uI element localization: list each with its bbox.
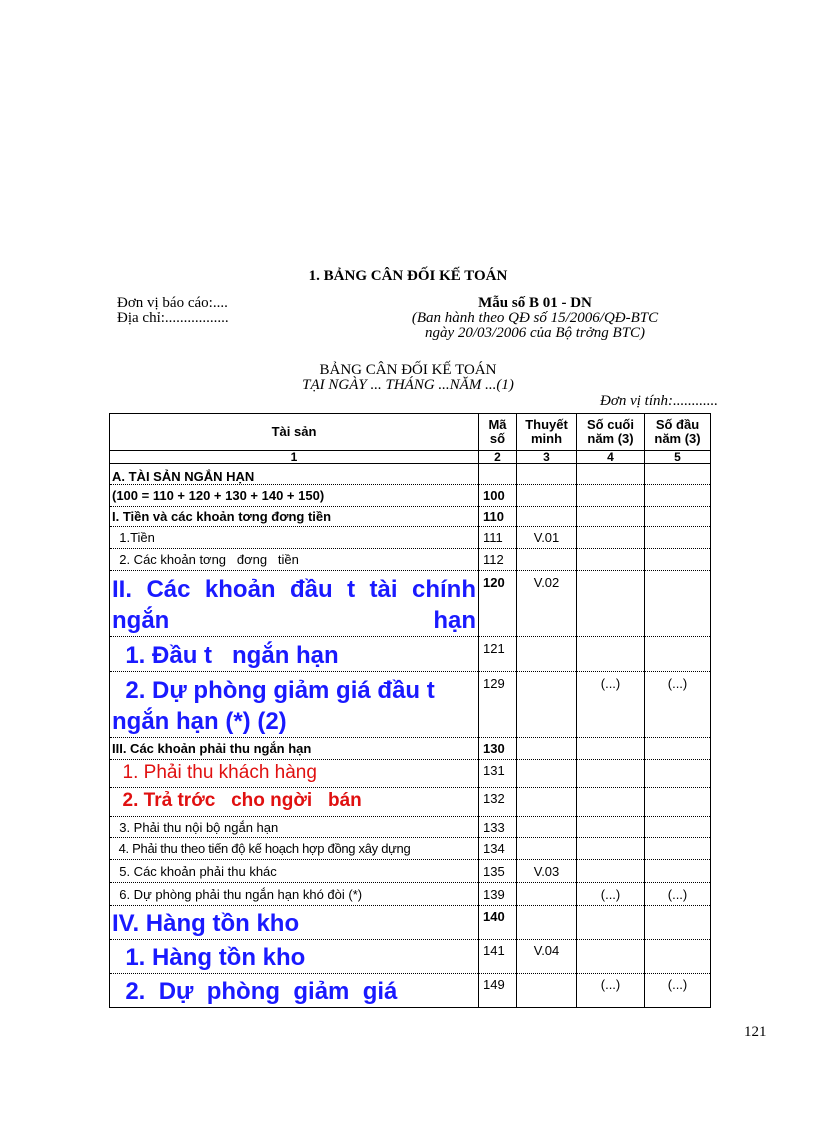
table-row <box>110 906 711 940</box>
reporting-entity-block <box>117 296 229 326</box>
row-start-balance <box>645 549 711 571</box>
table-row <box>110 571 711 637</box>
row-note <box>517 637 577 672</box>
row-start-balance <box>645 940 711 974</box>
row-note <box>517 549 577 571</box>
sheet-heading <box>0 363 816 393</box>
header-code: Mã số <box>479 414 517 451</box>
row-note: V.01 <box>517 527 577 549</box>
table-header-row <box>110 414 711 451</box>
row-code: 110 <box>479 507 517 527</box>
row-code: 141 <box>479 940 517 974</box>
row-end-balance: (...) <box>577 883 645 906</box>
table-row <box>110 883 711 906</box>
row-start-balance <box>645 637 711 672</box>
row-end-balance <box>577 549 645 571</box>
row-note <box>517 760 577 788</box>
table-row <box>110 672 711 738</box>
row-code: 139 <box>479 883 517 906</box>
row-code <box>479 464 517 485</box>
reporting-address: Địa chỉ:................. <box>117 310 229 326</box>
row-code: 131 <box>479 760 517 788</box>
row-note <box>517 485 577 507</box>
row-label: 1.Tiền <box>110 527 479 549</box>
table-row <box>110 760 711 788</box>
header-assets: Tài sản <box>110 414 479 451</box>
row-end-balance <box>577 571 645 637</box>
currency-unit: Đơn vị tính:............ <box>600 393 718 409</box>
sheet-date: TẠI NGÀY ... THÁNG ...NĂM ...(1) <box>302 377 514 393</box>
table-row <box>110 637 711 672</box>
row-label: I. Tiền và các khoản tơng đơng tiền <box>110 507 479 527</box>
row-code: 121 <box>479 637 517 672</box>
row-label: II. Các khoản đầu t tài chính ngắn hạn <box>110 571 479 637</box>
row-note <box>517 788 577 817</box>
row-note: V.03 <box>517 860 577 883</box>
row-label: 2. Dự phòng giảm giá đầu t ngắn hạn (*) (2) <box>110 672 479 738</box>
section-title: 1. BẢNG CÂN ĐỐI KẾ TOÁN <box>308 268 508 284</box>
form-info-block <box>370 296 700 341</box>
row-label: 1. Phải thu khách hàng <box>110 760 479 788</box>
row-code: 120 <box>479 571 517 637</box>
row-label: 1. Hàng tồn kho <box>110 940 479 974</box>
row-start-balance <box>645 788 711 817</box>
column-number: 3 <box>517 451 577 464</box>
table-row <box>110 738 711 760</box>
row-label: IV. Hàng tồn kho <box>110 906 479 940</box>
row-code: 134 <box>479 838 517 860</box>
row-label: A. TÀI SẢN NGẮN HẠN <box>110 464 479 485</box>
row-note <box>517 464 577 485</box>
column-number: 5 <box>645 451 711 464</box>
row-start-balance <box>645 838 711 860</box>
row-code: 130 <box>479 738 517 760</box>
row-note: V.04 <box>517 940 577 974</box>
row-note <box>517 738 577 760</box>
row-note <box>517 906 577 940</box>
row-note <box>517 883 577 906</box>
column-number: 2 <box>479 451 517 464</box>
row-note <box>517 672 577 738</box>
row-start-balance <box>645 906 711 940</box>
row-note <box>517 838 577 860</box>
sheet-title: BẢNG CÂN ĐỐI KẾ TOÁN <box>319 362 497 378</box>
row-end-balance <box>577 760 645 788</box>
row-label: 4. Phải thu theo tiến độ kế hoạch hợp đồng xây dựng <box>110 838 479 860</box>
row-code: 132 <box>479 788 517 817</box>
table-row <box>110 527 711 549</box>
row-end-balance: (...) <box>577 974 645 1008</box>
row-label: 3. Phải thu nội bộ ngắn hạn <box>110 817 479 838</box>
row-start-balance: (...) <box>645 672 711 738</box>
row-end-balance <box>577 860 645 883</box>
issued-line-2: ngày 20/03/2006 của Bộ trởng BTC) <box>424 325 646 341</box>
row-code: 149 <box>479 974 517 1008</box>
row-end-balance <box>577 817 645 838</box>
balance-sheet-table <box>109 413 711 1008</box>
column-number: 1 <box>110 451 479 464</box>
issued-line-1: (Ban hành theo QĐ số 15/2006/QĐ-BTC <box>411 310 659 326</box>
row-start-balance <box>645 817 711 838</box>
row-end-balance <box>577 838 645 860</box>
row-start-balance <box>645 738 711 760</box>
table-row <box>110 549 711 571</box>
row-end-balance <box>577 906 645 940</box>
row-end-balance <box>577 464 645 485</box>
row-code: 112 <box>479 549 517 571</box>
row-end-balance <box>577 788 645 817</box>
row-label: 2. Trả trớc cho ngời bán <box>110 788 479 817</box>
row-label: III. Các khoản phải thu ngắn hạn <box>110 738 479 760</box>
row-end-balance <box>577 637 645 672</box>
row-label: 1. Đầu t ngắn hạn <box>110 637 479 672</box>
table-row <box>110 464 711 485</box>
row-label: 2. Dự phòng giảm giá <box>110 974 479 1008</box>
reporting-unit: Đơn vị báo cáo:.... <box>117 295 228 311</box>
row-code: 133 <box>479 817 517 838</box>
column-number: 4 <box>577 451 645 464</box>
table-row <box>110 940 711 974</box>
row-note <box>517 817 577 838</box>
row-end-balance <box>577 527 645 549</box>
row-label: (100 = 110 + 120 + 130 + 140 + 150) <box>110 485 479 507</box>
row-note <box>517 974 577 1008</box>
row-start-balance <box>645 464 711 485</box>
header-end-balance: Số cuối năm (3) <box>577 414 645 451</box>
header-note: Thuyết minh <box>517 414 577 451</box>
row-code: 111 <box>479 527 517 549</box>
row-start-balance <box>645 527 711 549</box>
row-start-balance <box>645 571 711 637</box>
row-code: 129 <box>479 672 517 738</box>
table-row <box>110 974 711 1008</box>
table-row <box>110 485 711 507</box>
table-row <box>110 817 711 838</box>
row-start-balance <box>645 760 711 788</box>
table-row <box>110 860 711 883</box>
row-note <box>517 507 577 527</box>
row-end-balance <box>577 485 645 507</box>
row-note: V.02 <box>517 571 577 637</box>
row-start-balance: (...) <box>645 883 711 906</box>
row-end-balance: (...) <box>577 672 645 738</box>
table-row <box>110 507 711 527</box>
row-label: 2. Các khoản tơng đơng tiền <box>110 549 479 571</box>
form-number: Mẫu số B 01 - DN <box>478 295 592 311</box>
page-number: 121 <box>744 1024 767 1040</box>
row-label: 5. Các khoản phải thu khác <box>110 860 479 883</box>
row-end-balance <box>577 738 645 760</box>
row-end-balance <box>577 940 645 974</box>
table-row <box>110 788 711 817</box>
column-number-row <box>110 451 711 464</box>
row-end-balance <box>577 507 645 527</box>
row-start-balance <box>645 485 711 507</box>
table-row <box>110 838 711 860</box>
header-start-balance: Số đầu năm (3) <box>645 414 711 451</box>
row-label: 6. Dự phòng phải thu ngắn hạn khó đòi (*) <box>110 883 479 906</box>
row-code: 135 <box>479 860 517 883</box>
row-code: 140 <box>479 906 517 940</box>
row-start-balance <box>645 860 711 883</box>
row-start-balance <box>645 507 711 527</box>
row-start-balance: (...) <box>645 974 711 1008</box>
row-code: 100 <box>479 485 517 507</box>
